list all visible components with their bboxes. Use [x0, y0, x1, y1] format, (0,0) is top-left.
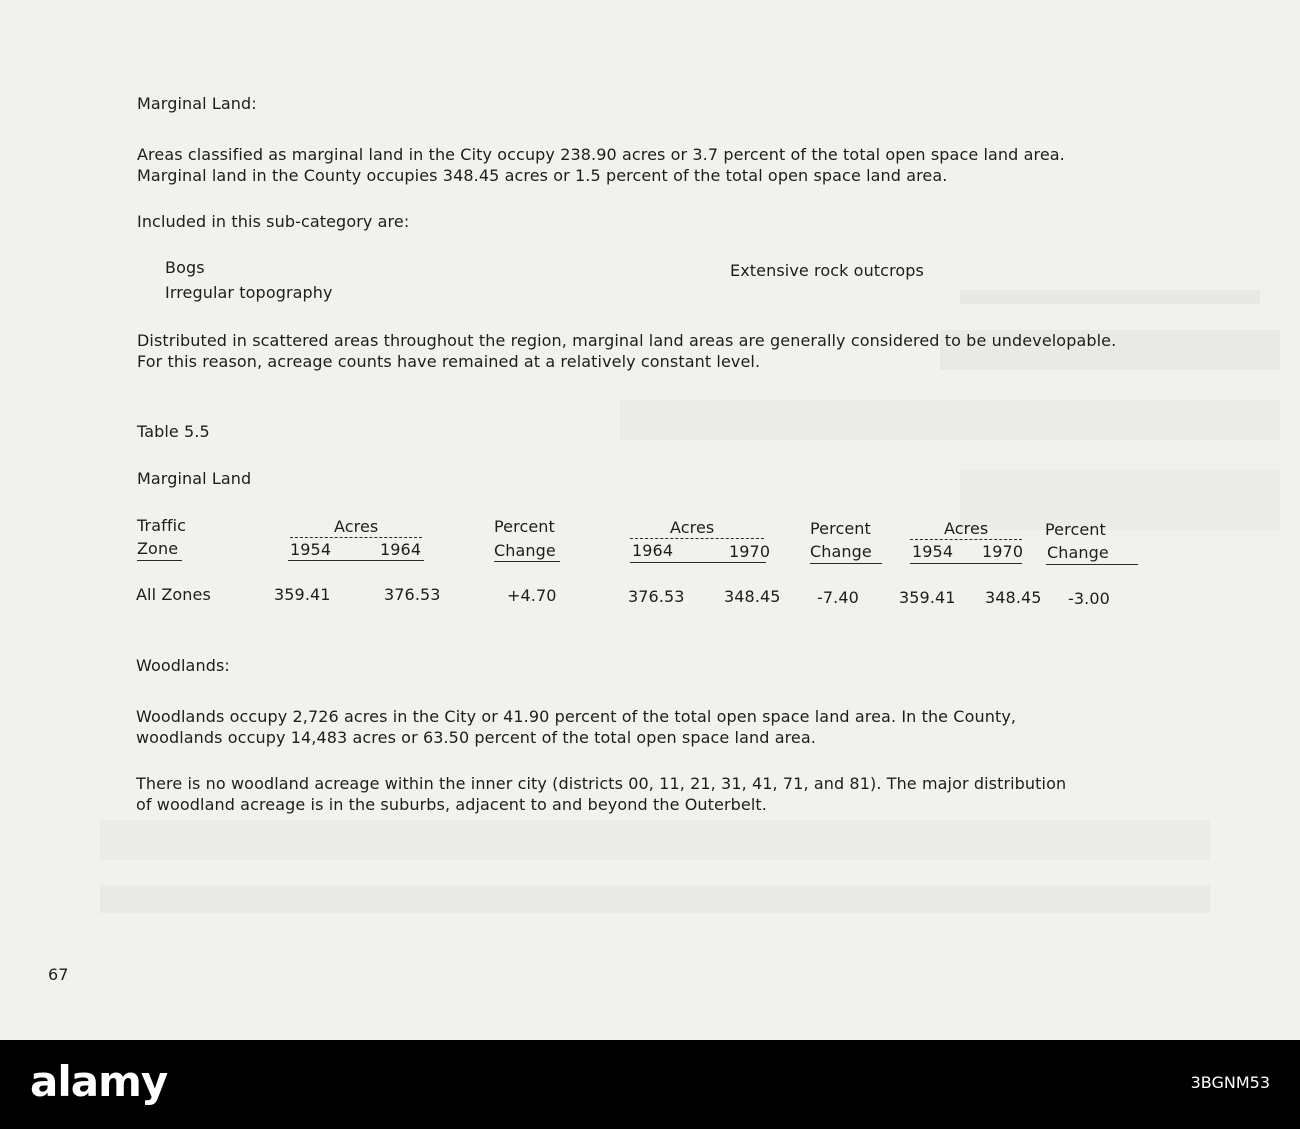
header-rule — [630, 562, 766, 563]
header-rule — [910, 563, 1022, 564]
image-id: 3BGNM53 — [1190, 1073, 1270, 1092]
paragraph-line: For this reason, acreage counts have remained at a relatively constant level. — [137, 352, 761, 371]
table-header-zone: Zone — [137, 539, 179, 558]
table-cell: -3.00 — [1068, 589, 1110, 608]
table-cell: 348.45 — [724, 587, 781, 606]
bleed-through-text — [620, 400, 1280, 440]
paragraph-line: woodlands occupy 14,483 acres or 63.50 percent of the total open space land area. — [136, 728, 816, 747]
table-header-percent: Percent — [810, 519, 871, 538]
acres-underline — [910, 539, 1022, 540]
bleed-through-text — [100, 820, 1210, 860]
header-rule — [810, 563, 882, 564]
table-header-year: 1964 — [380, 540, 422, 559]
table-cell: 359.41 — [899, 588, 956, 607]
table-cell: -7.40 — [817, 588, 859, 607]
section-heading-marginal-land: Marginal Land: — [137, 94, 257, 113]
paragraph-line: of woodland acreage is in the suburbs, adjacent to and beyond the Outerbelt. — [136, 795, 767, 814]
paragraph-line: Areas classified as marginal land in the City occupy 238.90 acres or 3.7 percent of the total open space land area. — [137, 145, 1065, 164]
bleed-through-text — [960, 470, 1280, 530]
table-header-percent: Percent — [494, 517, 555, 536]
footer-bar — [0, 1040, 1300, 1129]
header-rule — [494, 561, 560, 562]
table-cell: 376.53 — [628, 587, 685, 606]
table-number: Table 5.5 — [137, 422, 210, 441]
brand-logo-text: alamy — [30, 1057, 168, 1106]
list-item: Irregular topography — [165, 283, 333, 302]
table-title: Marginal Land — [137, 469, 252, 488]
paragraph-line: Marginal land in the County occupies 348.45 acres or 1.5 percent of the total open space land area. — [137, 166, 948, 185]
list-item: Extensive rock outcrops — [730, 261, 924, 280]
table-header-acres: Acres — [334, 517, 379, 536]
table-header-change: Change — [494, 541, 556, 560]
header-rule — [1046, 564, 1138, 565]
paragraph-line: Woodlands occupy 2,726 acres in the City or 41.90 percent of the total open space land area. In the County, — [136, 707, 1017, 726]
table-header-change: Change — [810, 542, 872, 561]
list-item: Bogs — [165, 258, 205, 277]
acres-underline — [630, 538, 764, 539]
acres-underline — [290, 537, 422, 538]
table-cell: +4.70 — [507, 586, 557, 605]
section-heading-woodlands: Woodlands: — [136, 656, 230, 675]
table-cell-zone: All Zones — [136, 585, 211, 604]
table-header-percent: Percent — [1045, 520, 1106, 539]
table-cell: 359.41 — [274, 585, 331, 604]
table-header-acres: Acres — [670, 518, 715, 537]
table-header-year: 1954 — [290, 540, 332, 559]
paragraph-line: Distributed in scattered areas throughout the region, marginal land areas are generally considered to be undevelopable. — [137, 331, 1117, 350]
table-cell: 348.45 — [985, 588, 1042, 607]
table-cell: 376.53 — [384, 585, 441, 604]
table-header-acres: Acres — [944, 519, 989, 538]
table-header-change: Change — [1047, 543, 1109, 562]
bleed-through-text — [100, 885, 1210, 913]
table-header-year: 1970 — [729, 542, 771, 561]
table-header-traffic: Traffic — [137, 516, 187, 535]
paragraph-line: There is no woodland acreage within the inner city (districts 00, 11, 21, 31, 41, 71, and 81). The major distribution — [136, 774, 1067, 793]
table-header-year: 1964 — [632, 541, 674, 560]
included-label: Included in this sub-category are: — [137, 212, 410, 231]
header-rule — [288, 560, 424, 561]
brand-logo — [30, 1058, 190, 1106]
table-header-year: 1970 — [982, 542, 1024, 561]
bleed-through-text — [960, 290, 1260, 304]
page-number: 67 — [48, 965, 69, 984]
table-header-year: 1954 — [912, 542, 954, 561]
header-rule — [137, 560, 182, 561]
